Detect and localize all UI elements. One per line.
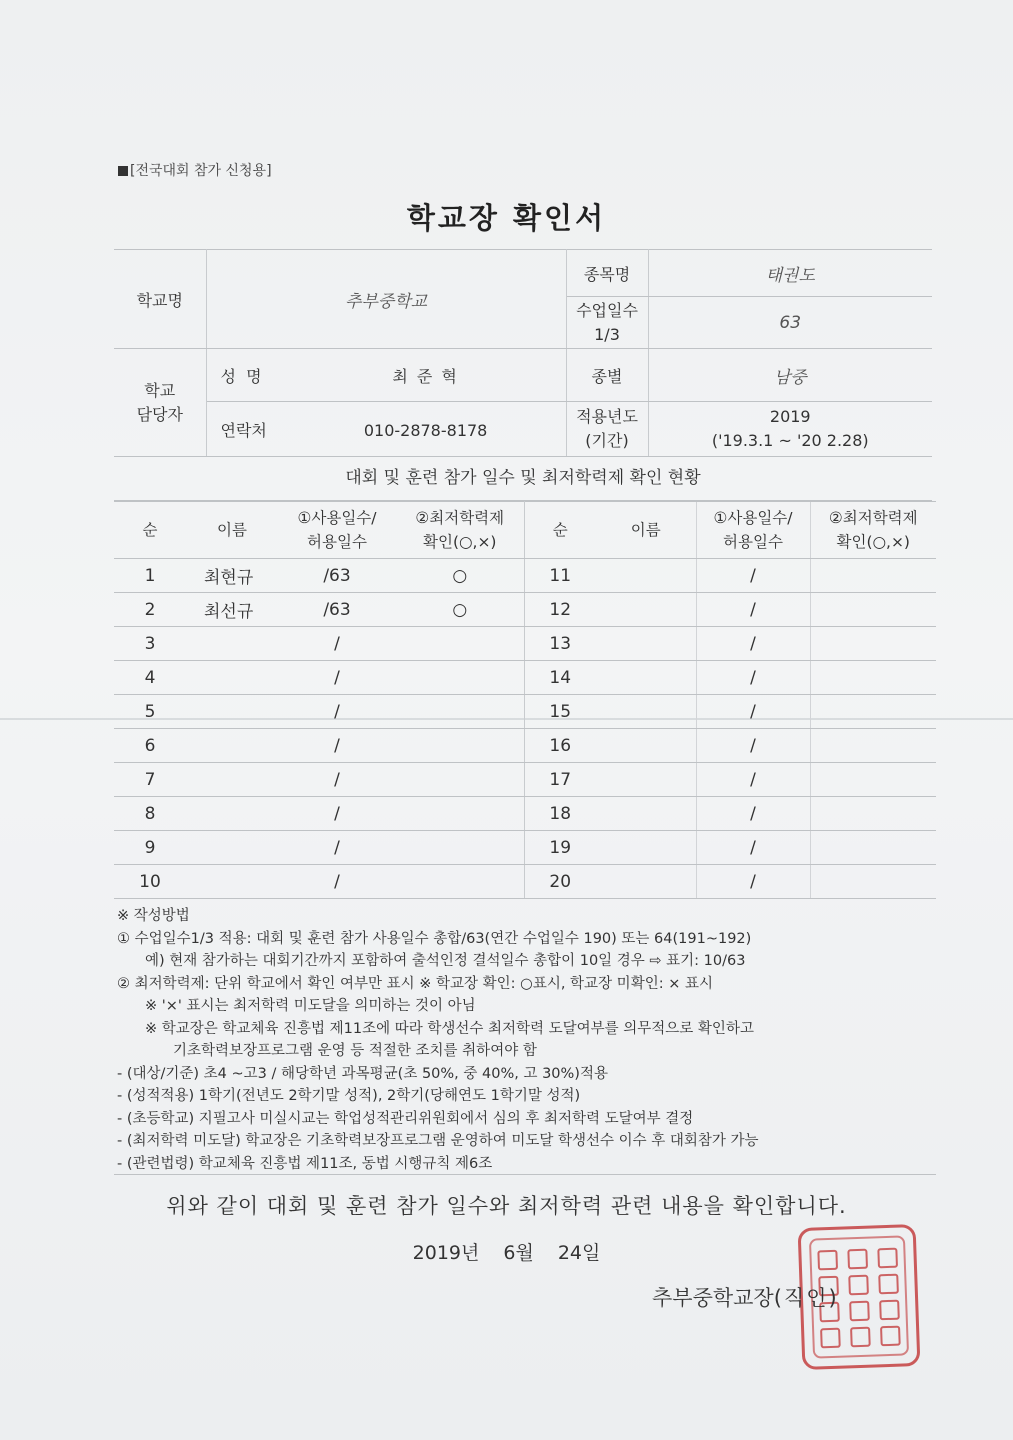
student-name-left [186,797,278,831]
table-row [114,593,936,627]
contact-cell [206,402,566,457]
document-title: 학교장 확인서 [406,201,607,235]
student-name-right [596,593,696,627]
used-days-right: / [696,695,810,729]
row-number-left: 3 [114,627,186,661]
year-label-line2: (기간) [585,431,629,450]
student-name-left: 최현규 [186,559,278,593]
row-number-right: 11 [524,559,596,593]
year-label-line1: 적용년도 [576,407,638,426]
header-check-line1: ②최저학력제 [415,509,505,527]
row-number-right: 19 [524,831,596,865]
sport-label: 종목명 [566,250,648,297]
student-name-left [186,627,278,661]
used-days-left: / [278,831,396,865]
note-line-6: 기초학력보장프로그램 운영 등 적절한 조치를 취하여야 함 [173,1043,537,1059]
min-academic-check-left [396,797,524,831]
student-name-left [186,831,278,865]
header-check-right [810,502,936,559]
staff-label-line2: 담당자 [136,404,183,424]
table-row [114,831,936,865]
form-type-text: [전국대회 참가 신청용] [130,163,272,179]
used-days-left: / [278,729,396,763]
min-academic-check-right [810,661,936,695]
used-days-right: / [696,763,810,797]
student-name-left [186,661,278,695]
principal-signature [652,1282,839,1312]
seal-mark-text: (직인) [773,1286,839,1310]
row-number-right: 13 [524,627,596,661]
table-row [114,559,936,593]
header-name-left: 이름 [186,502,278,559]
staff-label [114,349,206,457]
participation-table [114,501,936,899]
year-label [566,402,648,457]
year-value [648,402,932,457]
min-academic-check-left [396,831,524,865]
min-academic-check-right [810,593,936,627]
staff-label-line1: 학교 [144,380,176,400]
student-name-right [596,865,696,899]
contact-label: 연락처 [220,420,267,440]
header-days-line1: ①사용일수/ [297,509,377,527]
min-academic-check-right [810,627,936,661]
student-name-right [596,559,696,593]
seal-glyph-column [877,1241,905,1352]
note-line-2: 예) 현재 참가하는 대회기간까지 포함하여 출석인정 결석일수 총합이 10일 경우 ⇨ 표기: 10/63 [145,953,746,969]
header-days-line2: 허용일수 [307,533,367,551]
year-value-line2: ('19.3.1 ~ '20 2.28) [711,431,869,450]
student-name-right [596,831,696,865]
min-academic-check-left [396,661,524,695]
table-row [114,627,936,661]
min-academic-check-right [810,763,936,797]
min-academic-check-left [396,729,524,763]
min-academic-check-left: ○ [396,593,524,627]
row-number-right: 15 [524,695,596,729]
min-academic-check-left [396,695,524,729]
days-value: 63 [648,297,932,349]
row-number-left: 1 [114,559,186,593]
used-days-left: / [278,661,396,695]
header-check-left [396,502,524,559]
used-days-left: / [278,627,396,661]
student-name-left [186,763,278,797]
min-academic-check-left [396,865,524,899]
section-heading: 대회 및 훈련 참가 일수 및 최저학력제 확인 현황 [114,456,932,501]
row-number-left: 4 [114,661,186,695]
principal-name: 추부중학교장 [652,1286,774,1310]
used-days-right: / [696,797,810,831]
min-academic-check-right [810,865,936,899]
row-number-left: 9 [114,831,186,865]
row-number-left: 10 [114,865,186,899]
used-days-left: / [278,763,396,797]
header-check-line1: ②최저학력제 [828,509,918,527]
sport-value: 태권도 [648,250,932,297]
note-line-11: - (관련법령) 학교체육 진흥법 제11조, 동법 시행규칙 제6조 [117,1155,493,1172]
writing-instructions [117,905,937,1175]
row-number-right: 18 [524,797,596,831]
gender-value: 남중 [648,349,932,402]
table-row [114,763,936,797]
header-check-line2: 확인(○,×) [836,533,910,551]
student-name-left [186,729,278,763]
header-days-line2: 허용일수 [723,533,783,551]
student-name-left [186,695,278,729]
used-days-right: / [696,593,810,627]
used-days-right: / [696,661,810,695]
used-days-left: / [278,695,396,729]
form-type-label [118,160,272,180]
row-number-right: 12 [524,593,596,627]
used-days-right: / [696,865,810,899]
header-days-left [278,502,396,559]
student-name-right [596,797,696,831]
row-number-left: 2 [114,593,186,627]
note-line-5: ※ 학교장은 학교체육 진흥법 제11조에 따라 학생선수 최저학력 도달여부를 의무적으로 확인하고 [145,1020,754,1037]
table-row [114,661,936,695]
seal-glyph-column [847,1243,875,1354]
min-academic-check-right [810,559,936,593]
min-academic-check-left [396,627,524,661]
student-name-right [596,627,696,661]
date-year: 2019년 [412,1242,480,1264]
row-number-right: 20 [524,865,596,899]
school-value: 추부중학교 [206,250,566,349]
row-number-right: 17 [524,763,596,797]
date-month: 6월 [503,1242,534,1264]
used-days-left: / [278,797,396,831]
min-academic-check-left: ○ [396,559,524,593]
used-days-right: / [696,627,810,661]
student-name-right [596,695,696,729]
table-row [114,729,936,763]
header-days-line1: ①사용일수/ [713,509,793,527]
student-name-left: 최선규 [186,593,278,627]
name-cell [206,349,566,402]
note-line-1: ① 수업일수1/3 적용: 대회 및 훈련 참가 사용일수 총합/63(연간 수업일수 190) 또는 64(191~192) [117,930,752,947]
note-line-8: - (성적적용) 1학기(전년도 2학기말 성적), 2학기(당해연도 1학기말 성적) [117,1088,581,1104]
used-days-right: / [696,559,810,593]
row-number-left: 7 [114,763,186,797]
header-days-right [696,502,810,559]
student-name-right [596,661,696,695]
note-line-7: - (대상/기준) 초4 ~고3 / 해당학년 과목평균(초 50%, 중 40%, 고 30%)적용 [117,1065,608,1082]
contact-value: 010-2878-8178 [363,420,488,440]
min-academic-check-right [810,831,936,865]
divider-line [114,1174,936,1175]
used-days-left: /63 [278,593,396,627]
student-name-left [186,865,278,899]
used-days-left: /63 [278,559,396,593]
days-label-line2: 1/3 [594,324,620,344]
table-row [114,865,936,899]
school-label: 학교명 [114,250,206,349]
note-line-3: ② 최저학력제: 단위 학교에서 확인 여부만 표시 ※ 학교장 확인: ○표시, 학교장 미확인: × 표시 [117,975,713,992]
row-number-right: 16 [524,729,596,763]
used-days-right: / [696,831,810,865]
used-days-right: / [696,729,810,763]
row-number-left: 6 [114,729,186,763]
school-info-table [114,249,932,457]
student-name-right [596,729,696,763]
min-academic-check-right [810,797,936,831]
square-bullet-icon [118,166,128,176]
date-day: 24일 [557,1242,601,1264]
min-academic-check-left [396,763,524,797]
min-academic-check-right [810,729,936,763]
table-row [114,797,936,831]
table-row [114,695,936,729]
row-number-left: 8 [114,797,186,831]
header-num-left: 순 [114,502,186,559]
used-days-left: / [278,865,396,899]
note-line-9: - (초등학교) 지필고사 미실시교는 학업성적관리위원회에서 심의 후 최저학력 도달여부 결정 [117,1110,694,1127]
header-check-line2: 확인(○,×) [423,533,497,551]
confirmation-statement: 위와 같이 대회 및 훈련 참가 일수와 최저학력 관련 내용을 확인합니다. [166,1194,847,1218]
year-value-line1: 2019 [769,407,811,426]
min-academic-check-right [810,695,936,729]
days-label-line1: 수업일수 [576,300,638,320]
header-num-right: 순 [524,502,596,559]
name-value: 최 준 혁 [392,366,459,386]
header-name-right: 이름 [596,502,696,559]
note-line-10: - (최저학력 미도달) 학교장은 기초학력보장프로그램 운영하여 미도달 학생선수 이수 후 대회참가 가능 [117,1133,759,1149]
notes-heading: ※ 작성방법 [117,908,190,924]
table-header-row [114,502,936,559]
row-number-left: 5 [114,695,186,729]
gender-label: 종별 [566,349,648,402]
row-number-right: 14 [524,661,596,695]
name-label: 성 명 [220,366,262,386]
student-name-right [596,763,696,797]
note-line-4: ※ '×' 표시는 최저학력 미도달을 의미하는 것이 아님 [145,998,476,1014]
days-label [566,297,648,349]
